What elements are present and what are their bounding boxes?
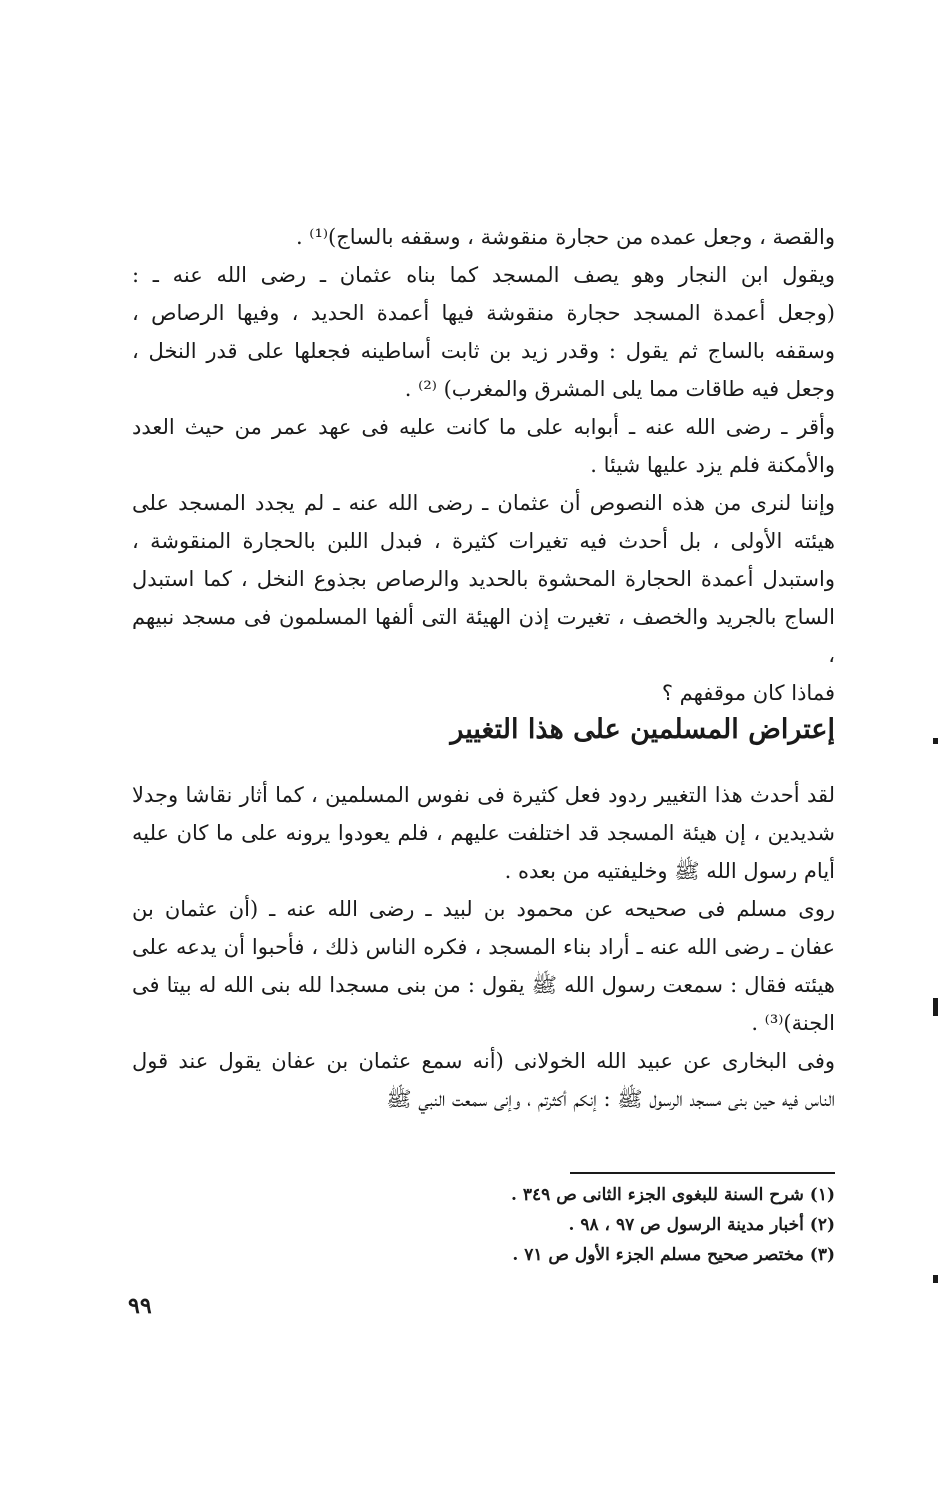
body-text-bottom xyxy=(132,776,835,1118)
text-line: عفان ـ رضى الله عنه ـ أراد بناء المسجد ، فكره الناس ذلك ، فأحبوا أن يدعه على xyxy=(132,935,835,959)
paragraph xyxy=(132,484,835,712)
text-line: ويقول ابن النجار وهو يصف المسجد كما بناه عثمان ـ رضى الله عنه ـ : xyxy=(132,263,835,287)
text-line: لقد أحدث هذا التغيير ردود فعل كثيرة فى نفوس المسلمين ، كما أثار نقاشا وجدلا xyxy=(132,783,835,807)
text-line: وفى البخارى عن عبيد الله الخولانى (أنه سمع عثمان بن عفان يقول عند قول xyxy=(132,1049,835,1073)
text-line: والأمكنة فلم يزد عليها شيئا . xyxy=(590,453,835,477)
footnote-1: (١) شرح السنة للبغوى الجزء الثانى ص ٣٤٩ . xyxy=(511,1185,835,1205)
text-line: شديدين ، إن هيئة المسجد قد اختلفت عليهم ، فلم يعودوا يرونه على ما كان عليه xyxy=(132,821,835,845)
text-line: والقصة ، وجعل عمده من حجارة منقوشة ، وسقفه بالساج)⁽¹⁾ . xyxy=(295,225,835,249)
body-text-top xyxy=(132,218,835,712)
text-line: واستبدل أعمدة الحجارة المحشوة بالحديد والرصاص بجذوع النخل ، كما استبدل xyxy=(132,567,835,591)
text-line: فماذا كان موقفهم ؟ xyxy=(661,681,835,705)
text-line: هيئته الأولى ، بل أحدث فيه تغيرات كثيرة ، فبدل اللبن بالحجارة المنقوشة ، xyxy=(132,529,835,553)
text-line: وجعل فيه طاقات مما يلى المشرق والمغرب) ⁽²⁾ . xyxy=(404,377,835,401)
footnote-2: (٢) أخبار مدينة الرسول ص ٩٧ ، ٩٨ . xyxy=(568,1215,835,1235)
page-number: ٩٩ xyxy=(128,1293,152,1319)
text-line: أيام رسول الله ﷺ وخليفتيه من بعده . xyxy=(504,859,835,883)
text-line: الناس فيه حين بنى مسجد الرسول ﷺ : إنكم أكثرتم ، وإنى سمعت النبي ﷺ xyxy=(386,1087,835,1111)
text-line: وإننا لنرى من هذه النصوص أن عثمان ـ رضى الله عنه ـ لم يجدد المسجد على xyxy=(132,491,835,515)
paragraph xyxy=(132,256,835,408)
scan-edge-mark xyxy=(933,1275,938,1283)
footnotes xyxy=(300,1180,835,1270)
text-line: الجنة)⁽³⁾ . xyxy=(751,1011,835,1035)
paragraph xyxy=(132,776,835,890)
paragraph xyxy=(132,408,835,484)
paragraph xyxy=(132,218,835,256)
text-line: روى مسلم فى صحيحه عن محمود بن لبيد ـ رضى الله عنه ـ (أن عثمان بن xyxy=(132,897,835,921)
section-heading: إعتراض المسلمين على هذا التغيير xyxy=(450,714,835,745)
paragraph xyxy=(132,1042,835,1118)
paragraph xyxy=(132,890,835,1042)
text-line: (وجعل أعمدة المسجد حجارة منقوشة فيها أعمدة الحديد ، وفيها الرصاص ، xyxy=(132,301,835,325)
scan-edge-mark xyxy=(933,738,938,744)
text-line: الساج بالجريد والخصف ، تغيرت إذن الهيئة التى ألفها المسلمون فى مسجد نبيهم ، xyxy=(132,605,835,667)
text-line: وسقفه بالساج ثم يقول : وقدر زيد بن ثابت أساطينه فجعلها على قدر النخل ، xyxy=(132,339,835,363)
scan-edge-mark xyxy=(933,998,938,1016)
text-line: هيئته فقال : سمعت رسول الله ﷺ يقول : من بنى مسجدا لله بنى الله له بيتا فى xyxy=(132,973,835,997)
text-line: وأقر ـ رضى الله عنه ـ أبوابه على ما كانت عليه فى عهد عمر من حيث العدد xyxy=(132,415,835,439)
footnote-separator xyxy=(570,1172,835,1174)
footnote-3: (٣) مختصر صحيح مسلم الجزء الأول ص ٧١ . xyxy=(512,1245,835,1265)
